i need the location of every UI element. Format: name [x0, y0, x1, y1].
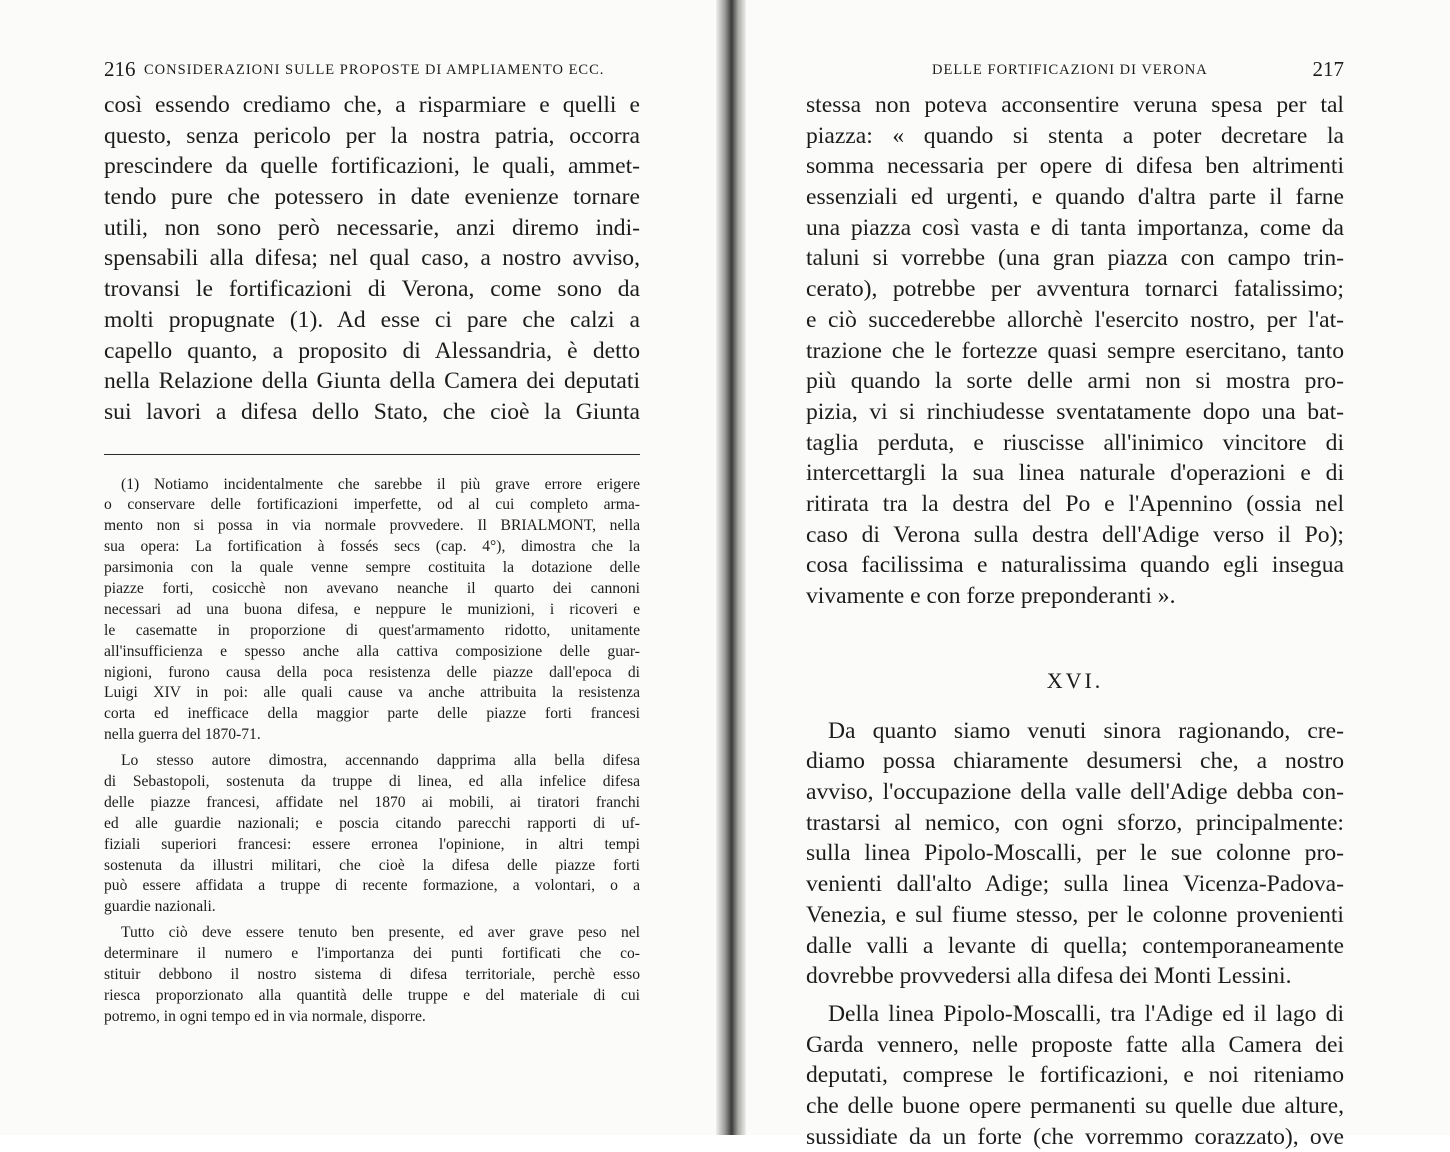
body-line: sui lavori a difesa dello Stato, che cioè la Giunta — [104, 398, 640, 425]
left-running-title: CONSIDERAZIONI SULLE PROPOSTE DI AMPLIAMENTO ECC. — [144, 62, 605, 78]
body-line: taglia perduta, e riuscisse all'inimico vincitore di — [806, 429, 1344, 456]
footnote-line: Luigi XIV in poi: alle quali cause va anche attribuita la resistenza — [104, 684, 640, 702]
right-running-head — [806, 57, 1344, 90]
body-line: diamo possa chiaramente desumersi che, a nostro — [806, 748, 1344, 775]
footnote-line: delle piazze francesi, affidate nel 1870 ai mobili, ai tiratori franchi — [104, 793, 640, 811]
footnote-line: all'insufficienza e spesso anche alla cattiva composizione delle guar- — [104, 642, 640, 660]
section-heading: XVI. — [1046, 667, 1104, 693]
body-line: Da quanto siamo venuti sinora ragionando, cre- — [828, 717, 1344, 744]
right-body-text — [806, 90, 1344, 612]
body-line: cosa facilissima e naturalissima quando egli insegua — [806, 552, 1344, 579]
body-line: nella Relazione della Giunta della Camera dei deputati — [104, 368, 640, 395]
body-line: caso di Verona sulla destra dell'Adige verso il Po); — [806, 521, 1344, 548]
left-page — [104, 57, 640, 1028]
body-line: più quando la sorte delle armi non si mostra pro- — [806, 368, 1344, 395]
body-line: piazza: « quando si stenta a poter decretare la — [806, 122, 1344, 149]
footnote-line: nella guerra del 1870-71. — [104, 726, 261, 744]
body-line: che delle buone opere permanenti su quelle due alture, — [806, 1092, 1344, 1119]
body-line: vivamente e con forze preponderanti ». — [806, 583, 1176, 609]
body-line: questo, senza pericolo per la nostra patria, occorra — [104, 122, 640, 149]
footnote-line: corta ed inefficace della maggior parte delle piazze forti francesi — [104, 705, 640, 723]
left-body-text — [104, 90, 640, 428]
body-line: tendo pure che potessero in date evenienze tornare — [104, 184, 640, 211]
body-line: trazione che le fortezze quasi sempre esercitano, tanto — [806, 337, 1344, 364]
body-line: pizia, vi si rinchiudesse sventatamente dopo una bat- — [806, 398, 1344, 425]
left-page-number: 216 — [104, 57, 136, 81]
footnote-line: Tutto ciò deve essere tenuto ben presente, ed aver grave peso nel — [121, 924, 640, 942]
body-line: dovrebbe provvedersi alla difesa dei Monti Lessini. — [806, 963, 1292, 990]
footnote-line: le casematte in proporzione di quest'armamento ridotto, unitamente — [104, 621, 640, 639]
body-line: stessa non poteva acconsentire veruna spesa per tal — [806, 92, 1344, 118]
footnote-line: riesca proporzionato alla quantità delle truppe e del materiale di cui — [104, 986, 640, 1004]
footnote-rule — [104, 454, 640, 455]
body-line: essenziali ed urgenti, e quando d'altra parte il farne — [806, 184, 1344, 211]
book-gutter — [716, 0, 746, 1135]
footnote-line: sua opera: La fortification à fossés secs (cap. 4°), dimostra che la — [104, 538, 640, 556]
footnote-line: piazze forti, cosicchè non avevano neanche il quarto dei cannoni — [104, 580, 640, 598]
right-running-title: DELLE FORTIFICAZIONI DI VERONA — [932, 62, 1208, 78]
footnote-line: ed alle guardie nazionali; e poscia citando parecchi rapporti di uf- — [104, 814, 640, 832]
footnote-line: o conservare delle fortificazioni imperfette, od al cui completo arma- — [104, 496, 640, 514]
body-line: una piazza così vasta e di tanta importanza, come da — [806, 214, 1344, 241]
footnote-line: potremo, in ogni tempo ed in via normale, disporre. — [104, 1007, 426, 1025]
footnote-paragraph — [104, 751, 640, 918]
footnote-line: sostenuta da illustri militari, che cioè la difesa delle piazze forti — [104, 856, 640, 874]
body-line: taluni si vorrebbe (una gran piazza con campo trin- — [806, 245, 1344, 272]
body-line: trovansi le fortificazioni di Verona, come sono da — [104, 276, 640, 303]
footnote-line: fiziali superiori francesi: essere erronea l'opinione, in altri tempi — [104, 835, 640, 853]
footnote-line: può essere affidata a truppe di recente formazione, a volontari, o a — [104, 877, 640, 895]
body-line: avviso, l'occupazione della valle dell'Adige debba con- — [806, 779, 1344, 806]
body-line: e ciò succederebbe allorchè l'esercito nostro, per l'at- — [806, 306, 1344, 333]
body-line: sussidiate da un forte (che vorremmo corazzato), ove — [806, 1123, 1344, 1150]
footnote-line: parsimonia con la quale venne sempre costituita la dotazione delle — [104, 559, 640, 577]
footnote-line: mento non si possa in via normale provvedere. Il BRIALMONT, nella — [104, 517, 640, 535]
body-line: spensabili alla difesa; nel qual caso, a nostro avviso, — [104, 245, 640, 272]
right-page-number: 217 — [1312, 57, 1344, 81]
left-running-head — [104, 57, 640, 90]
footnote-line: nigioni, furono causa della poca resistenza delle piazze dall'epoca di — [104, 663, 640, 681]
paragraph-gap — [806, 992, 1344, 999]
body-line: dalle valli a levante di quella; contemporaneamente — [806, 932, 1344, 959]
body-line: trastarsi al nemico, con ogni sforzo, principalmente: — [806, 809, 1344, 836]
footnote-paragraph — [104, 475, 640, 747]
body-line: prescindere da quelle fortificazioni, le quali, ammet- — [104, 153, 640, 180]
footnote-paragraph — [104, 923, 640, 1027]
body-line: venienti dall'alto Adige; sulla linea Vicenza-Padova- — [806, 871, 1344, 898]
body-line: cerato), potrebbe per avventura tornarci fatalissimo; — [806, 276, 1344, 303]
footnote-line: determinare il numero e l'importanza dei punti fortificati che co- — [104, 945, 640, 963]
paragraph-1 — [806, 716, 1344, 992]
body-line: così essendo crediamo che, a risparmiare e quelli e — [104, 92, 640, 118]
footnote-block — [104, 475, 640, 1028]
body-line: ritirata tra la destra del Po e l'Apennino (ossia nel — [806, 490, 1344, 517]
body-line: sulla linea Pipolo-Moscalli, per le sue colonne pro- — [806, 840, 1344, 867]
right-page — [806, 57, 1344, 1152]
paragraph-2 — [806, 992, 1344, 1152]
footnote-line: Lo stesso autore dimostra, accennando dapprima alla bella difesa — [121, 752, 640, 770]
footnote-line: (1) Notiamo incidentalmente che sarebbe il più grave errore erigere — [121, 475, 640, 493]
footnote-line: di Sebastopoli, sostenuta da truppe di linea, ed alla infelice difesa — [104, 773, 640, 791]
body-line: deputati, comprese le fortificazioni, e noi riteniamo — [806, 1062, 1344, 1089]
footnote-line: necessari ad una buona difesa, e neppure le munizioni, i ricoveri e — [104, 600, 640, 618]
body-line: capello quanto, a proposito di Alessandria, è detto — [104, 337, 640, 364]
body-line: Garda vennero, nelle proposte fatte alla Camera dei — [806, 1031, 1344, 1058]
body-line: somma necessaria per opere di difesa ben altrimenti — [806, 153, 1344, 180]
body-line: intercettargli la sua linea naturale d'operazioni e di — [806, 460, 1344, 487]
body-line: Della linea Pipolo-Moscalli, tra l'Adige ed il lago di — [828, 1000, 1344, 1027]
footnote-line: stituir debbono il nostro sistema di difesa territoriale, perchè esso — [104, 966, 640, 984]
footnote-line: guardie nazionali. — [104, 898, 216, 916]
body-line: molti propugnate (1). Ad esse ci pare che calzi a — [104, 306, 640, 333]
body-line: utili, non sono però necessarie, anzi diremo indi- — [104, 214, 640, 241]
body-line: Venezia, e sul fiume stesso, per le colonne provenienti — [806, 901, 1344, 928]
